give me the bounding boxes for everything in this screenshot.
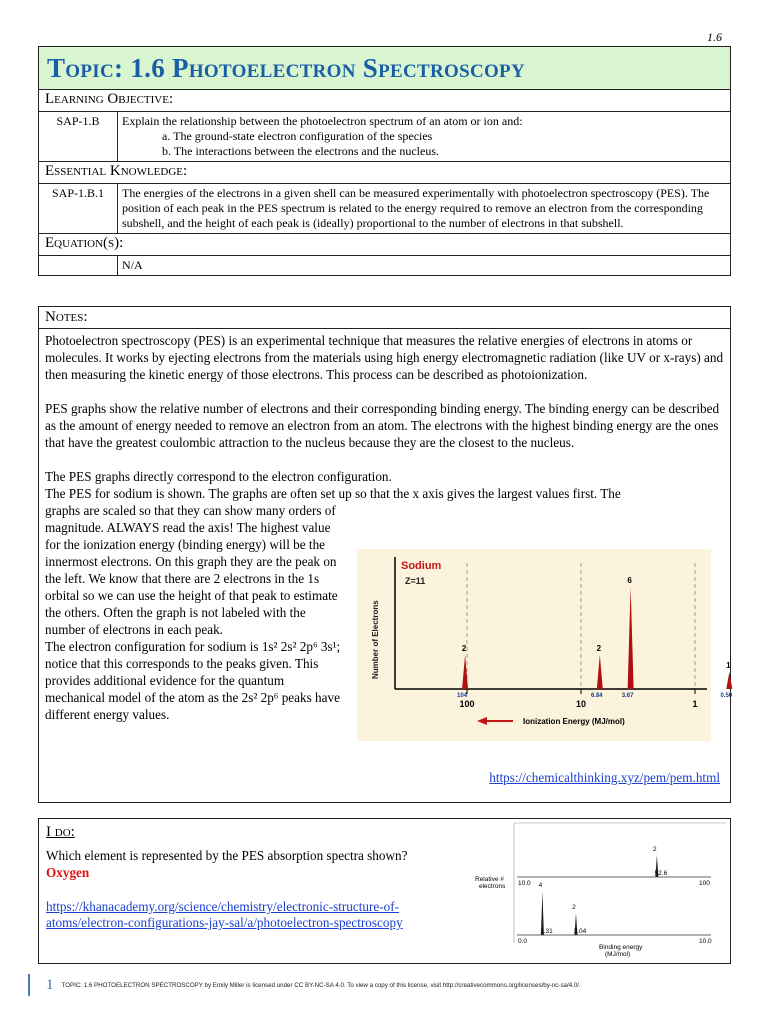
sodium-pes-chart: [357, 549, 733, 741]
footer: [28, 974, 581, 996]
peak-energy-label: 3.67: [621, 693, 634, 699]
direction-arrow-head: [477, 717, 487, 725]
peak-count-label: 2: [653, 846, 657, 853]
peak-energy-label: 104: [457, 693, 468, 699]
peak-energy-label: 0.50: [720, 693, 733, 699]
khanacademy-link[interactable]: https://khanacademy.org/science/chemistry/electronic-structure-of-atoms/electron-configurations-jay-sal/a/photoelectron-spectroscopy: [46, 899, 403, 930]
ek-code: SAP-1.B.1: [39, 184, 118, 234]
notes-paragraph-3a: The PES graphs directly correspond to the electron configuration.: [45, 469, 392, 484]
peak-energy-label: 6.84: [590, 693, 603, 699]
lo-item-a: a. The ground-state electron configuration of the species: [162, 129, 433, 143]
notes-paragraph-1: Photoelectron spectroscopy (PES) is an experimental technique that measures the relative energies of electrons in atoms or molecules. It works by ejecting electrons from the materials using high energy electromagnetic radiation (like UV or x-rays) and then measuring the kinetic energy of those electrons. This process can be described as photoionization.: [45, 333, 724, 382]
panel-tick-low: 0.0: [518, 938, 528, 945]
essential-knowledge-label: Essential Knowledge:: [39, 162, 731, 184]
notes-paragraph-3b: The PES for sodium is shown. The graphs are often set up so that the x axis gives the largest values first. The: [45, 486, 621, 501]
lo-code: SAP-1.B: [39, 112, 118, 162]
notes-paragraph-4: The electron configuration for sodium is 1s² 2s² 2p⁶ 3s¹; notice that this corresponds to the peaks given. This provides additional evidence for the quantum mechanical model of the atom as the 2s² 2p⁶ peaks have different energy values.: [45, 639, 341, 722]
page-number: 1.6: [707, 30, 722, 44]
i-do-box: [38, 818, 731, 964]
pes-peak: [597, 655, 603, 689]
chart-ylabel-2: electrons: [479, 883, 506, 890]
oxygen-pes-figure: [471, 823, 727, 963]
notes-box: [38, 306, 731, 803]
i-do-heading: I do:: [46, 824, 75, 840]
notes-paragraph-2: PES graphs show the relative number of electrons and their corresponding binding energy. The binding energy can be described as the amount of energy needed to remove an electron from an atom. The electrons with the highest binding energy are the ones that have the greatest coulombic attraction to the nucleus because they are the closest to the nucleus.: [45, 401, 720, 450]
x-tick-label: 10: [575, 699, 587, 709]
chart-ylabel: Number of Electrons: [371, 600, 380, 679]
peak-count-label: 6: [627, 576, 632, 585]
equations-code-empty: [39, 256, 118, 276]
panel-tick-high: 10.0: [699, 938, 712, 945]
lo-cell: [118, 112, 731, 162]
equations-value: N/A: [118, 256, 731, 276]
footer-license: TOPIC: 1.6 PHOTOELECTRON SPECTROSCOPY by Emily Miller is licensed under CC BY-NC-SA 4.0. To view a copy of this license, visit http://creativecommons.org/licenses/by-nc-sa/4.0/.: [61, 981, 581, 989]
topic-title: Topic: 1.6 Photoelectron Spectroscopy: [47, 53, 525, 83]
notes-paragraph-3c: graphs are scaled so that they can show many orders of magnitude. ALWAYS read the axis! The highest value for the ionization energy (binding energy) will be the innermost electrons. On this graph they are the peak on the left. We know that there are 2 electrons in the 1s orbital so we can use the height of that peak to estimate the others. Often the graph is not labeled with the number of electrons in each peak.: [45, 503, 338, 637]
title-row: [39, 47, 731, 90]
peak-count-label: 2: [461, 644, 467, 653]
peak-count-label: 2: [596, 644, 602, 653]
peak-count-label: 2: [572, 904, 576, 911]
peak-energy-label: 52.6: [654, 870, 668, 877]
peak-count-label: 4: [538, 882, 543, 889]
pes-peak: [628, 587, 634, 689]
i-do-question: Which element is represented by the PES absorption spectra shown?: [46, 848, 408, 863]
chemicalthinking-link[interactable]: https://chemicalthinking.xyz/pem/pem.html: [489, 770, 720, 785]
chart-xlabel-unit: (MJ/mol): [605, 951, 631, 958]
chart-ylabel: Relative #: [475, 876, 504, 883]
x-tick-label: 1: [692, 699, 698, 709]
notes-heading: Notes:: [39, 307, 730, 329]
chart-xlabel: Binding energy: [599, 944, 643, 951]
electron-configuration: 1s² 2s² 2p⁶ 3s¹: [261, 639, 337, 654]
peak-count-label: 1: [726, 661, 731, 670]
peak-energy-label: 3.04: [573, 928, 587, 935]
panel-tick-low: 10.0: [518, 880, 531, 887]
ek-text: The energies of the electrons in a given shell can be measured experimentally with photoelectron spectroscopy (PES). The position of each peak in the PES spectrum is related to the energy required to remove an electron from the corresponding subshell, and the height of each peak is (ideally) proportional to the number of electrons in that subshell.: [118, 184, 731, 234]
topic-table: [38, 46, 731, 276]
peak-energy-label: 1.31: [540, 928, 553, 935]
chart-subtitle: Z=11: [405, 576, 426, 586]
sodium-pes-figure: [357, 549, 733, 741]
lo-item-b: b. The interactions between the electrons and the nucleus.: [162, 144, 440, 158]
chart-xlabel: Ionization Energy (MJ/mol): [523, 717, 625, 726]
lo-text: Explain the relationship between the photoelectron spectrum of an atom or ion and:: [122, 114, 523, 128]
learning-objective-label: Learning Objective:: [39, 90, 731, 112]
equations-label: Equation(s):: [39, 234, 731, 256]
footer-page-number: 1: [46, 976, 54, 993]
x-tick-label: 100: [459, 699, 475, 709]
chart-title: Sodium: [401, 560, 442, 572]
i-do-answer: Oxygen: [46, 865, 90, 880]
panel-tick-high: 100: [699, 880, 710, 887]
oxygen-pes-chart: [471, 823, 727, 963]
